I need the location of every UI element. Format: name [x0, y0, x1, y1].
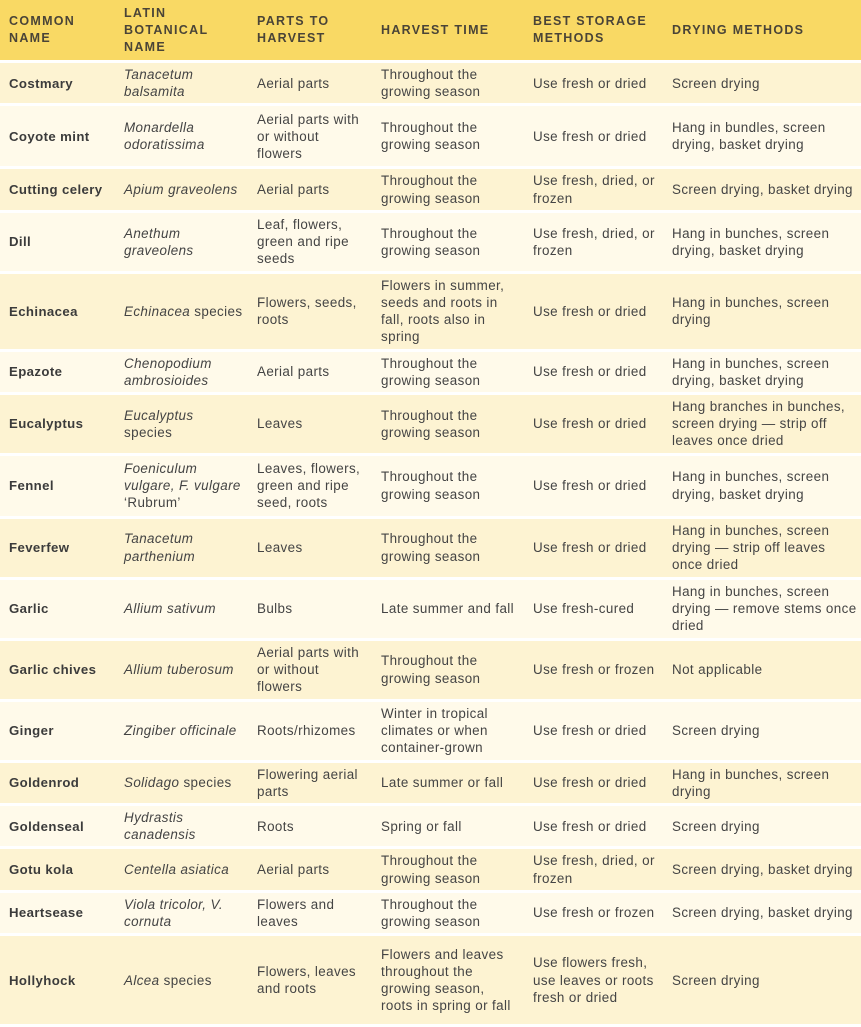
- drying-method-cell: Hang in bunches, screen drying: [663, 274, 861, 349]
- table-row: [0, 580, 861, 638]
- drying-method-cell: Screen drying, basket drying: [663, 849, 861, 889]
- storage-method-cell: Use fresh or frozen: [524, 893, 663, 933]
- latin-name-cell: Chenopodium ambrosioides: [115, 352, 248, 392]
- common-name-cell: Gotu kola: [0, 849, 115, 889]
- parts-to-harvest-cell: Leaves: [248, 519, 372, 577]
- harvest-time-cell: Flowers and leaves throughout the growing season, roots in spring or fall: [372, 936, 524, 1024]
- latin-name-cell: Anethum graveolens: [115, 213, 248, 271]
- latin-name-cell: Centella asiatica: [115, 849, 248, 889]
- latin-name-cell: Allium sativum: [115, 580, 248, 638]
- harvest-time-cell: Throughout the growing season: [372, 641, 524, 699]
- drying-method-cell: Hang in bundles, screen drying, basket drying: [663, 106, 861, 166]
- latin-name-italic: Foeniculum vulgare, F. vulgare: [124, 460, 241, 494]
- drying-method-cell: Hang in bunches, screen drying — strip off leaves once dried: [663, 519, 861, 577]
- table-row: [0, 106, 861, 166]
- table-row: [0, 352, 861, 392]
- latin-name-cell: [115, 936, 248, 1024]
- parts-to-harvest-cell: Leaves, flowers, green and ripe seed, roots: [248, 456, 372, 516]
- drying-method-cell: Hang in bunches, screen drying, basket drying: [663, 213, 861, 271]
- storage-method-cell: Use fresh, dried, or frozen: [524, 213, 663, 271]
- latin-name-italic: Echinacea: [124, 303, 191, 319]
- storage-method-cell: Use fresh or frozen: [524, 641, 663, 699]
- common-name-cell: Echinacea: [0, 274, 115, 349]
- storage-method-cell: Use fresh or dried: [524, 274, 663, 349]
- latin-name-italic: Eucalyptus: [124, 407, 194, 423]
- table-header: [0, 0, 861, 60]
- parts-to-harvest-cell: Flowers, leaves and roots: [248, 936, 372, 1024]
- common-name-cell: Fennel: [0, 456, 115, 516]
- harvest-time-cell: Throughout the growing season: [372, 893, 524, 933]
- latin-name-cell: [115, 456, 248, 516]
- latin-name-suffix: species: [159, 972, 212, 988]
- header-parts-to-harvest: PARTS TO HARVEST: [248, 0, 372, 60]
- common-name-cell: Garlic: [0, 580, 115, 638]
- table-body: [0, 63, 861, 1024]
- latin-name-cell: Zingiber officinale: [115, 702, 248, 760]
- common-name-cell: Eucalyptus: [0, 395, 115, 453]
- storage-method-cell: Use flowers fresh, use leaves or roots fresh or dried: [524, 936, 663, 1024]
- latin-name-suffix: species: [190, 303, 243, 319]
- storage-method-cell: Use fresh or dried: [524, 395, 663, 453]
- parts-to-harvest-cell: Aerial parts with or without flowers: [248, 641, 372, 699]
- drying-method-cell: Screen drying: [663, 702, 861, 760]
- drying-method-cell: Not applicable: [663, 641, 861, 699]
- harvest-time-cell: Late summer and fall: [372, 580, 524, 638]
- harvest-time-cell: Throughout the growing season: [372, 213, 524, 271]
- harvest-time-cell: Throughout the growing season: [372, 849, 524, 889]
- parts-to-harvest-cell: Aerial parts with or without flowers: [248, 106, 372, 166]
- harvest-time-cell: Late summer or fall: [372, 763, 524, 803]
- latin-name-italic: Alcea: [124, 972, 160, 988]
- drying-method-cell: Screen drying: [663, 936, 861, 1024]
- parts-to-harvest-cell: Aerial parts: [248, 169, 372, 209]
- table-row: [0, 519, 861, 577]
- harvest-time-cell: Winter in tropical climates or when container-grown: [372, 702, 524, 760]
- header-drying-methods: DRYING METHODS: [663, 0, 861, 60]
- harvest-time-cell: Throughout the growing season: [372, 63, 524, 103]
- table-row: [0, 936, 861, 1024]
- table-row: [0, 456, 861, 516]
- table-row: [0, 763, 861, 803]
- storage-method-cell: Use fresh or dried: [524, 702, 663, 760]
- drying-method-cell: Screen drying: [663, 63, 861, 103]
- harvest-time-cell: Throughout the growing season: [372, 519, 524, 577]
- parts-to-harvest-cell: Leaf, flowers, green and ripe seeds: [248, 213, 372, 271]
- latin-name-cell: Tanacetum parthenium: [115, 519, 248, 577]
- harvest-time-cell: Spring or fall: [372, 806, 524, 846]
- table-row: [0, 395, 861, 453]
- parts-to-harvest-cell: Roots: [248, 806, 372, 846]
- storage-method-cell: Use fresh or dried: [524, 519, 663, 577]
- storage-method-cell: Use fresh-cured: [524, 580, 663, 638]
- common-name-cell: Goldenrod: [0, 763, 115, 803]
- parts-to-harvest-cell: Aerial parts: [248, 352, 372, 392]
- latin-name-suffix: species: [124, 424, 173, 440]
- common-name-cell: Dill: [0, 213, 115, 271]
- drying-method-cell: Hang in bunches, screen drying — remove stems once dried: [663, 580, 861, 638]
- table-row: [0, 849, 861, 889]
- latin-name-cell: Allium tuberosum: [115, 641, 248, 699]
- parts-to-harvest-cell: Flowers, seeds, roots: [248, 274, 372, 349]
- latin-name-cell: Viola tricolor, V. cornuta: [115, 893, 248, 933]
- parts-to-harvest-cell: Leaves: [248, 395, 372, 453]
- table-row: [0, 213, 861, 271]
- latin-name-italic: Solidago: [124, 775, 180, 791]
- harvest-time-cell: Flowers in summer, seeds and roots in fall, roots also in spring: [372, 274, 524, 349]
- drying-method-cell: Screen drying, basket drying: [663, 893, 861, 933]
- common-name-cell: Costmary: [0, 63, 115, 103]
- latin-name-cell: [115, 763, 248, 803]
- parts-to-harvest-cell: Roots/rhizomes: [248, 702, 372, 760]
- latin-name-cell: Monardella odoratissima: [115, 106, 248, 166]
- common-name-cell: Cutting celery: [0, 169, 115, 209]
- harvest-time-cell: Throughout the growing season: [372, 456, 524, 516]
- storage-method-cell: Use fresh or dried: [524, 106, 663, 166]
- header-latin-botanical-name: LATIN BOTANICAL NAME: [115, 0, 248, 60]
- storage-method-cell: Use fresh, dried, or frozen: [524, 849, 663, 889]
- latin-name-cell: [115, 274, 248, 349]
- header-row: [0, 0, 861, 60]
- storage-method-cell: Use fresh or dried: [524, 806, 663, 846]
- parts-to-harvest-cell: Aerial parts: [248, 63, 372, 103]
- latin-name-cell: Hydrastis canadensis: [115, 806, 248, 846]
- drying-method-cell: Hang in bunches, screen drying, basket drying: [663, 456, 861, 516]
- header-common-name: COMMON NAME: [0, 0, 115, 60]
- storage-method-cell: Use fresh, dried, or frozen: [524, 169, 663, 209]
- harvest-time-cell: Throughout the growing season: [372, 395, 524, 453]
- parts-to-harvest-cell: Flowering aerial parts: [248, 763, 372, 803]
- table-row: [0, 893, 861, 933]
- common-name-cell: Goldenseal: [0, 806, 115, 846]
- harvest-time-cell: Throughout the growing season: [372, 352, 524, 392]
- common-name-cell: Epazote: [0, 352, 115, 392]
- table-row: [0, 274, 861, 349]
- latin-name-cell: Tanacetum balsamita: [115, 63, 248, 103]
- latin-name-cell: [115, 395, 248, 453]
- drying-method-cell: Hang in bunches, screen drying: [663, 763, 861, 803]
- storage-method-cell: Use fresh or dried: [524, 456, 663, 516]
- latin-name-suffix: ‘Rubrum’: [124, 495, 181, 511]
- common-name-cell: Feverfew: [0, 519, 115, 577]
- latin-name-suffix: species: [179, 775, 232, 791]
- common-name-cell: Heartsease: [0, 893, 115, 933]
- drying-method-cell: Hang branches in bunches, screen drying — strip off leaves once dried: [663, 395, 861, 453]
- table-row: [0, 806, 861, 846]
- harvest-time-cell: Throughout the growing season: [372, 106, 524, 166]
- drying-method-cell: Hang in bunches, screen drying, basket drying: [663, 352, 861, 392]
- storage-method-cell: Use fresh or dried: [524, 763, 663, 803]
- drying-method-cell: Screen drying: [663, 806, 861, 846]
- table-row: [0, 169, 861, 209]
- harvest-time-cell: Throughout the growing season: [372, 169, 524, 209]
- storage-method-cell: Use fresh or dried: [524, 63, 663, 103]
- parts-to-harvest-cell: Bulbs: [248, 580, 372, 638]
- common-name-cell: Coyote mint: [0, 106, 115, 166]
- drying-method-cell: Screen drying, basket drying: [663, 169, 861, 209]
- common-name-cell: Hollyhock: [0, 936, 115, 1024]
- parts-to-harvest-cell: Aerial parts: [248, 849, 372, 889]
- parts-to-harvest-cell: Flowers and leaves: [248, 893, 372, 933]
- table-row: [0, 702, 861, 760]
- table-row: [0, 641, 861, 699]
- latin-name-cell: Apium graveolens: [115, 169, 248, 209]
- common-name-cell: Ginger: [0, 702, 115, 760]
- header-harvest-time: HARVEST TIME: [372, 0, 524, 60]
- common-name-cell: Garlic chives: [0, 641, 115, 699]
- header-best-storage-methods: BEST STORAGE METHODS: [524, 0, 663, 60]
- table-row: [0, 63, 861, 103]
- storage-method-cell: Use fresh or dried: [524, 352, 663, 392]
